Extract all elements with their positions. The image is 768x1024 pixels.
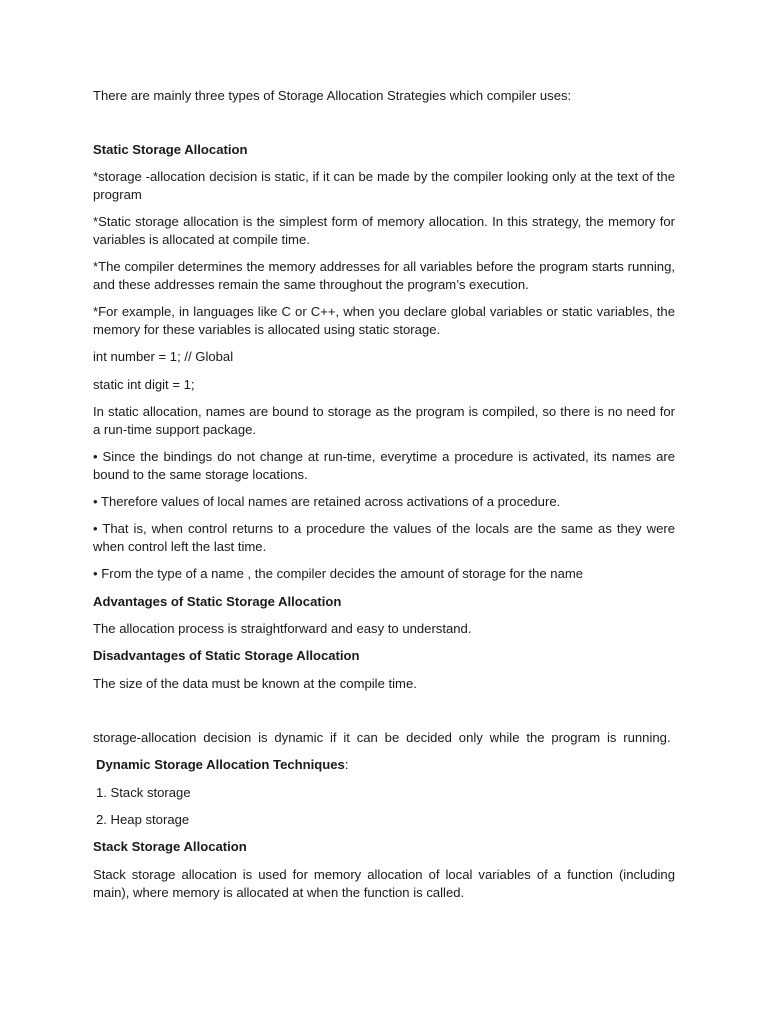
code-line-static: static int digit = 1; [93, 377, 195, 392]
static-paragraph-3: *The compiler determines the memory addresses for all variables before the program starts running, and these addresses remain the same throughout the program’s execution. [93, 259, 675, 292]
bullet-item: • Therefore values of local names are retained across activations of a procedure. [93, 494, 561, 509]
static-paragraph-5: In static allocation, names are bound to storage as the program is compiled, so there is no need for a run-time support package. [93, 404, 675, 437]
bullet-item: • That is, when control returns to a procedure the values of the locals are the same as they were when control left the last time. [93, 521, 675, 554]
list-item: 1. Stack storage [96, 785, 191, 800]
static-paragraph-1: *storage -allocation decision is static, if it can be made by the compiler looking only at the text of the program [93, 169, 675, 202]
dynamic-intro-paragraph: storage-allocation decision is dynamic if it can be decided only while the program is running. [93, 730, 671, 745]
stack-storage-paragraph: Stack storage allocation is used for memory allocation of local variables of a function (including main), where memory is allocated at when the function is called. [93, 867, 675, 900]
bullet-item: • Since the bindings do not change at run-time, everytime a procedure is activated, its names are bound to the same storage locations. [93, 449, 675, 482]
intro-paragraph: There are mainly three types of Storage Allocation Strategies which compiler uses: [93, 88, 572, 103]
bullet-item: • From the type of a name , the compiler decides the amount of storage for the name [93, 566, 584, 581]
static-paragraph-2: *Static storage allocation is the simplest form of memory allocation. In this strategy, the memory for variables is allocated at compile time. [93, 214, 675, 247]
advantages-heading: Advantages of Static Storage Allocation [93, 594, 342, 609]
dynamic-techniques-heading [93, 756, 675, 774]
dynamic-techniques-heading-text: Dynamic Storage Allocation Techniques [96, 757, 345, 772]
advantages-text: The allocation process is straightforward and easy to understand. [93, 621, 472, 636]
disadvantages-text: The size of the data must be known at the compile time. [93, 676, 417, 691]
static-storage-heading: Static Storage Allocation [93, 142, 248, 157]
static-paragraph-4: *For example, in languages like C or C++, when you declare global variables or static variables, the memory for these variables is allocated using static storage. [93, 304, 675, 337]
code-line-global: int number = 1; // Global [93, 349, 234, 364]
disadvantages-heading: Disadvantages of Static Storage Allocation [93, 648, 360, 663]
list-item: 2. Heap storage [96, 812, 190, 827]
dynamic-techniques-heading-colon: : [344, 757, 349, 772]
stack-storage-heading: Stack Storage Allocation [93, 839, 247, 854]
